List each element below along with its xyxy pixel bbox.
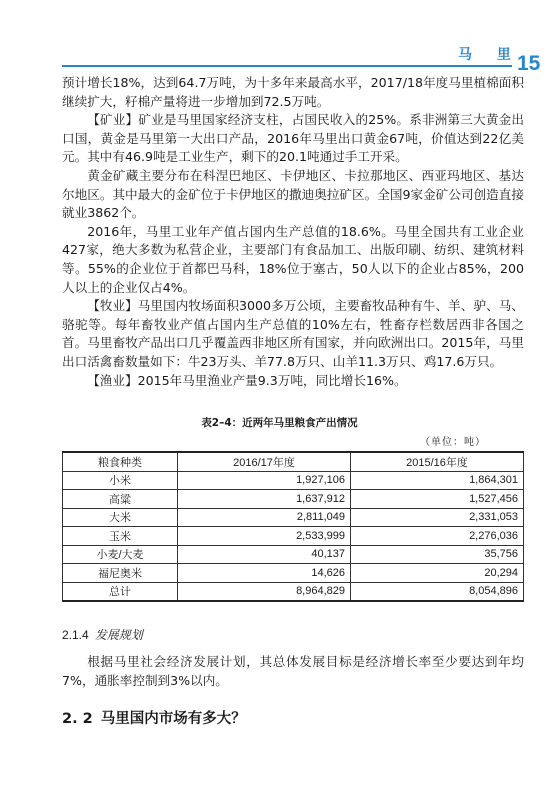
paragraph-gold-deposits: 黄金矿藏主要分布在科涅巴地区、卡伊地区、卡拉那地区、西亚玛地区、基达尔地区。其中最大的金矿位于卡伊地区的撒迪奥拉矿区。全国9家金矿公司创造直接就业3862个。 bbox=[62, 167, 524, 221]
paragraph-livestock: 【牧业】马里国内牧场面积3000多万公顷，主要畜牧品种有牛、羊、驴、马、骆驼等。每年畜牧业产值占国内生产总值的10%左右，牲畜存栏数居西非各国之首。马里畜牧产品出口几乎覆盖西非地区所有国家，并向欧洲出口。2015年，马里出口活禽畜数量如下：牛23万头、羊77.8万只、山羊11.3万只、鸡17.6万只。 bbox=[62, 298, 524, 369]
table-total-row bbox=[63, 582, 524, 601]
table-row bbox=[63, 545, 524, 564]
section-number: 2. 2 bbox=[62, 711, 93, 727]
crop-name: 福尼奥米 bbox=[63, 564, 178, 583]
value-2016-17: 14,626 bbox=[178, 564, 351, 583]
paragraph-mining: 【矿业】矿业是马里国家经济支柱，占国民收入的25%。系非洲第三大黄金出口国，黄金是马里第一大出口产品，2016年马里出口黄金67吨，价值达到22亿美元。其中有46.9吨是工业生产，剩下的20.1吨通过手工开采。 bbox=[62, 112, 524, 165]
paragraph-fishery: 【渔业】2015年马里渔业产量9.3万吨，同比增长16%。 bbox=[87, 372, 407, 388]
value-2016-17: 2,533,999 bbox=[178, 527, 351, 546]
header-2016-17: 2016/17年度 bbox=[178, 452, 351, 471]
header-crop: 粮食种类 bbox=[63, 452, 178, 471]
value-2015-16: 20,294 bbox=[351, 564, 524, 583]
paragraph-industry: 2016年，马里工业年产值占国内生产总值的18.6%。马里全国共有工业企业427家，绝大多数为私营企业，主要部门有食品加工、出版印刷、纺织、建筑材料等。55%的企业位于首都巴马科，18%位于塞古，50人以下的企业占85%，200人以上的企业仅占4%。 bbox=[62, 223, 524, 295]
section-title: 马里国内市场有多大？ bbox=[100, 711, 246, 727]
value-2016-17: 1,927,106 bbox=[178, 471, 351, 490]
table-row bbox=[63, 490, 524, 509]
paragraph-development-plan: 根据马里社会经济发展计划，其总体发展目标是经济增长率至少要达到年均7%，通胀率控制到3%以内。 bbox=[62, 654, 524, 688]
crop-name: 大米 bbox=[63, 508, 178, 527]
subsection-heading bbox=[62, 626, 143, 643]
value-2015-16: 1,527,456 bbox=[351, 490, 524, 509]
crop-name: 总计 bbox=[63, 582, 178, 601]
header-2015-16: 2015/16年度 bbox=[351, 452, 524, 471]
table-header-row bbox=[63, 452, 524, 471]
crop-name: 小米 bbox=[63, 471, 178, 490]
table-row bbox=[63, 471, 524, 490]
paragraph-cotton: 预计增长18%，达到64.7万吨，为十多年来最高水平，2017/18年度马里植棉面积继续扩大，籽棉产量将进一步增加到72.5万吨。 bbox=[62, 75, 524, 109]
header-rule bbox=[62, 65, 512, 67]
value-2016-17: 2,811,049 bbox=[178, 508, 351, 527]
crop-name: 高粱 bbox=[63, 490, 178, 509]
body-text bbox=[62, 74, 524, 390]
grain-output-table bbox=[62, 451, 524, 602]
value-2015-16: 2,276,036 bbox=[351, 527, 524, 546]
page-number: 15 bbox=[517, 52, 541, 75]
section-heading bbox=[62, 707, 246, 728]
table-unit: （单位：吨） bbox=[420, 437, 486, 448]
subsection-title: 发展规划 bbox=[94, 628, 143, 642]
crop-name: 玉米 bbox=[63, 527, 178, 546]
running-header-title: 马 里 bbox=[458, 47, 521, 63]
value-2015-16: 2,331,053 bbox=[351, 508, 524, 527]
value-2015-16: 1,864,301 bbox=[351, 471, 524, 490]
crop-name: 小麦/大麦 bbox=[63, 545, 178, 564]
value-2016-17: 8,964,829 bbox=[178, 582, 351, 601]
value-2015-16: 8,054,896 bbox=[351, 582, 524, 601]
subsection-body bbox=[62, 653, 524, 690]
table-row bbox=[63, 527, 524, 546]
value-2015-16: 35,756 bbox=[351, 545, 524, 564]
table-row bbox=[63, 564, 524, 583]
table-title: 表2–4：近两年马里粮食产出情况 bbox=[201, 417, 358, 429]
value-2016-17: 40,137 bbox=[178, 545, 351, 564]
table-row bbox=[63, 508, 524, 527]
subsection-number: 2.1.4 bbox=[62, 628, 89, 642]
value-2016-17: 1,637,912 bbox=[178, 490, 351, 509]
